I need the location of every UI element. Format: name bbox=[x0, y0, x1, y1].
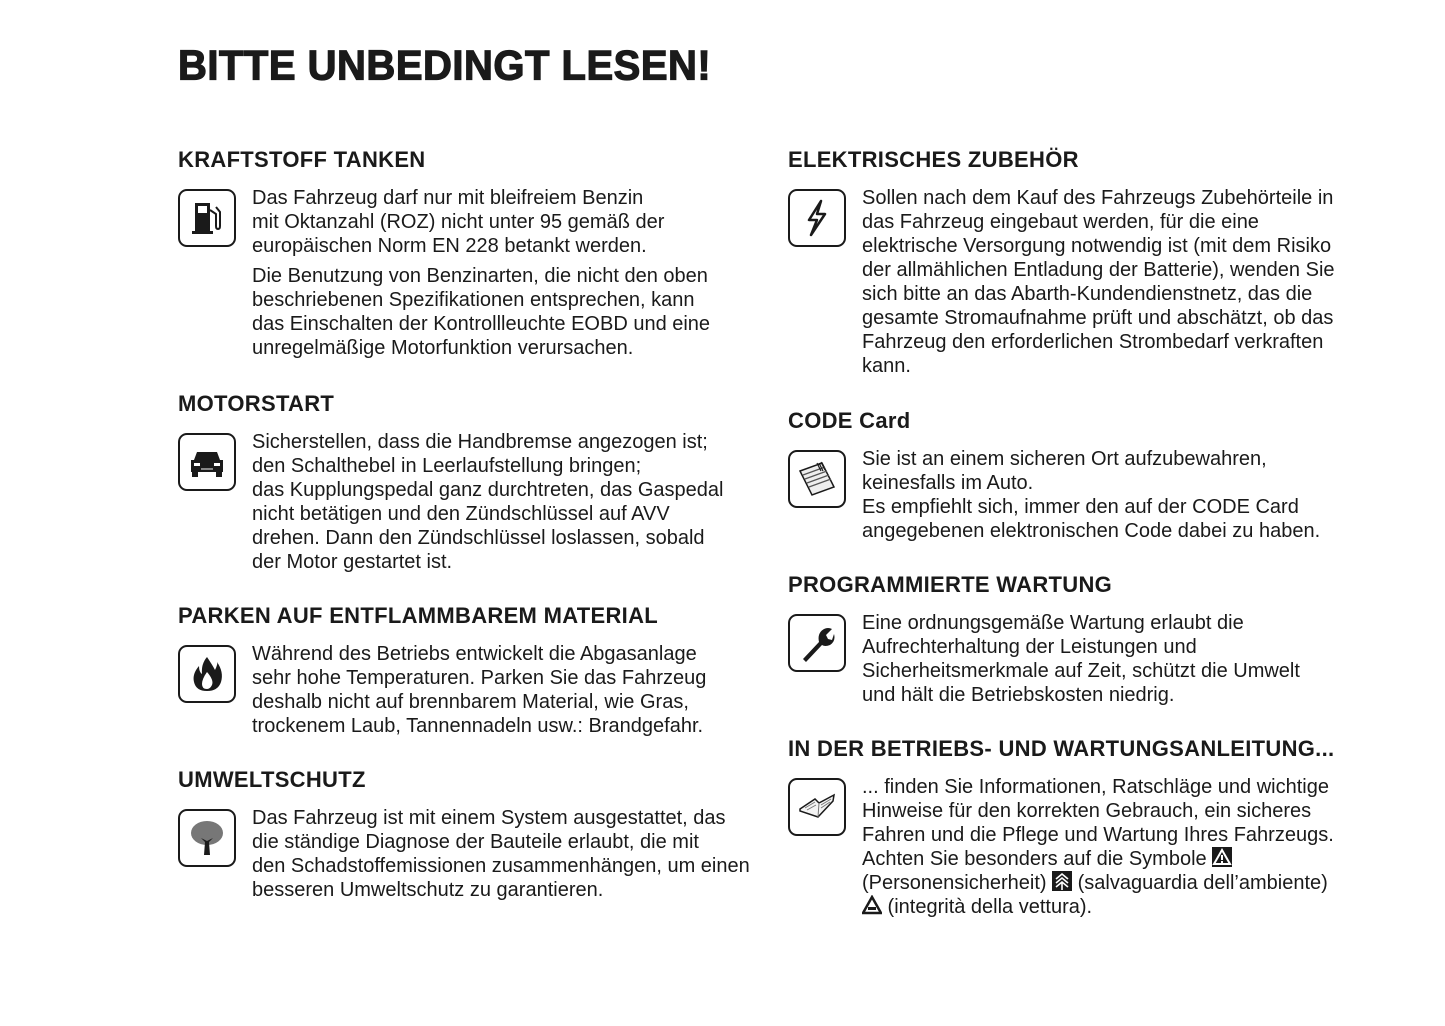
fire-icon bbox=[178, 645, 236, 703]
section-betriebsanleitung bbox=[788, 735, 1408, 925]
section-heading: KRAFTSTOFF TANKEN bbox=[178, 147, 426, 172]
wrench-icon bbox=[788, 614, 846, 672]
vehicle-integrity-icon bbox=[862, 895, 882, 915]
lightning-icon bbox=[788, 189, 846, 247]
section-heading: UMWELTSCHUTZ bbox=[178, 767, 366, 792]
paragraph: Sicherstellen, dass die Handbremse angezogen ist; den Schalthebel in Leerlaufstellung bringen; das Kupplungspedal ganz durchtreten, das Gaspedal nicht betätigen und den Zündschlüssel auf AVV drehen. Dann den Zündschlüssel loslassen, sobald der Motor gestartet ist. bbox=[252, 431, 724, 573]
section-heading: PROGRAMMIERTE WARTUNG bbox=[788, 572, 1113, 597]
code-card-icon bbox=[788, 450, 846, 508]
section-heading: MOTORSTART bbox=[178, 391, 335, 416]
paragraph: Während des Betriebs entwickelt die Abgasanlage sehr hohe Temperaturen. Parken Sie das Fahrzeug deshalb nicht auf brennbarem Material, wie Gras, trockenem Laub, Tannennadeln usw.: Brandgefahr. bbox=[252, 643, 707, 737]
paragraph: Eine ordnungsgemäße Wartung erlaubt die Aufrechterhaltung der Leistungen und Sicherheitsmerkmale auf Zeit, schützt die Umwelt und hält die Betriebskosten niedrig. bbox=[862, 612, 1300, 706]
page-title: BITTE UNBEDINGT LESEN! bbox=[178, 42, 712, 90]
paragraph-text: (Personensicherheit) bbox=[862, 872, 1047, 894]
section-programmierte-wartung bbox=[788, 571, 1408, 713]
paragraph: Das Fahrzeug ist mit einem System ausgestattet, das die ständige Diagnose der Bauteile erlaubt, die mit den Schadstoffemissionen zusammenhängen, um einen besseren Umweltschutz zu garantieren. bbox=[252, 807, 750, 901]
section-code-card bbox=[788, 407, 1408, 549]
fuel-pump-icon bbox=[178, 189, 236, 247]
paragraph bbox=[862, 775, 1408, 919]
paragraph-text: (salvaguardia dell’ambiente) bbox=[1077, 872, 1328, 894]
environment-protection-icon bbox=[1052, 871, 1072, 891]
paragraph: Die Benutzung von Benzinarten, die nicht den oben beschriebenen Spezifikationen entsprechen, kann das Einschalten der Kontrollleuchte EOBD und eine unregelmäßige Motorfunktion verursachen. bbox=[252, 265, 711, 359]
car-icon bbox=[178, 433, 236, 491]
section-heading: CODE Card bbox=[788, 408, 911, 433]
section-heading: IN DER BETRIEBS- UND WARTUNGSANLEITUNG... bbox=[788, 736, 1335, 761]
paragraph-text: ... finden Sie Informationen, Ratschläge und wichtige Hinweise für den korrekten Gebrauch, ein sicheres Fahren und die Pflege und Wartung Ihres Fahrzeugs. Achten Sie besonders auf die Symbole bbox=[862, 776, 1334, 870]
tree-icon bbox=[178, 809, 236, 867]
paragraph-text: (integrità della vettura). bbox=[882, 896, 1093, 918]
section-motorstart bbox=[178, 390, 768, 580]
book-icon bbox=[788, 778, 846, 836]
section-elektrisches-zubehoer bbox=[788, 146, 1408, 384]
paragraph: Sollen nach dem Kauf des Fahrzeugs Zubehörteile in das Fahrzeug eingebaut werden, für die eine elektrische Versorgung notwendig ist (mit dem Risiko der allmählichen Entladung der Batterie), wenden Sie sich bitte an das Abarth-Kundendienstnetz, das die gesamte Stromaufnahme prüft und abschätzt, ob das Fahrzeug den erforderlichen Strombedarf verkraften kann. bbox=[862, 187, 1335, 377]
section-heading: PARKEN AUF ENTFLAMMBAREM MATERIAL bbox=[178, 603, 658, 628]
paragraph: Das Fahrzeug darf nur mit bleifreiem Benzin mit Oktanzahl (ROZ) nicht unter 95 gemäß der europäischen Norm EN 228 betankt werden. bbox=[252, 187, 665, 257]
section-parken bbox=[178, 602, 768, 744]
personal-safety-warning-icon bbox=[1212, 847, 1232, 867]
section-kraftstoff-tanken bbox=[178, 146, 768, 366]
section-heading: ELEKTRISCHES ZUBEHÖR bbox=[788, 147, 1079, 172]
section-umweltschutz bbox=[178, 766, 768, 908]
paragraph: Sie ist an einem sicheren Ort aufzubewahren, keinesfalls im Auto. Es empfiehlt sich, immer den auf der CODE Card angegebenen elektronischen Code dabei zu haben. bbox=[862, 448, 1321, 542]
